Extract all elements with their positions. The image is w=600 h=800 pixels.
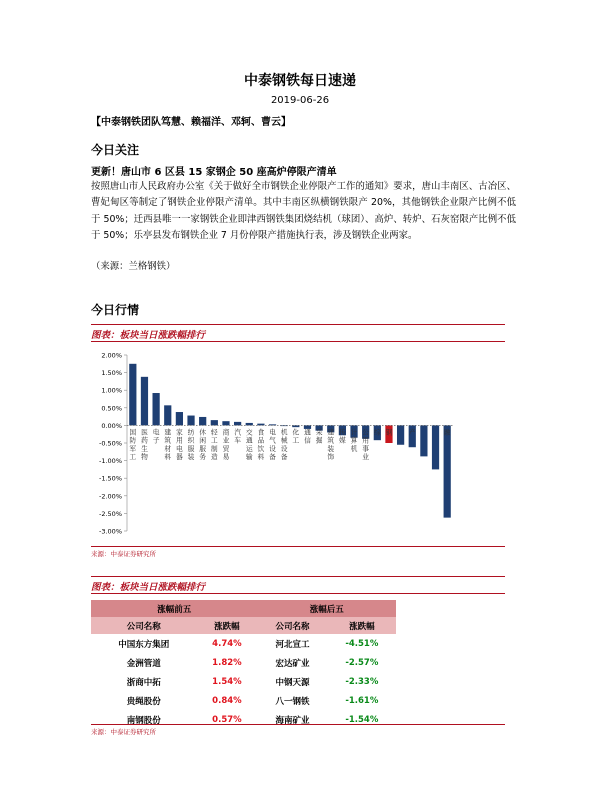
bar-银行 — [420, 425, 427, 456]
figure-rule-top — [91, 324, 505, 325]
gainer-name: 南钢股份 — [126, 715, 161, 726]
bar-非银金融 — [444, 425, 451, 517]
figure1-source: 来源：中泰证券研究所 — [91, 550, 156, 558]
news-source: （来源：兰格钢铁） — [91, 261, 176, 272]
y-tick-label: -2.00% — [99, 492, 122, 501]
category-label: 食品饮料 — [257, 428, 265, 461]
focus-heading: 今日关注 — [91, 143, 140, 157]
loser-change: -4.51% — [345, 638, 379, 649]
y-tick-label: -2.50% — [99, 509, 122, 518]
bar-汽车 — [234, 422, 241, 426]
bar-商业贸易 — [222, 421, 229, 425]
news-title: 更新！唐山市 6 区县 15 家钢企 50 座高炉停限产清单 — [91, 167, 337, 178]
table-row — [91, 691, 396, 710]
news-body: 按照唐山市人民政府办公室《关于做好全市钢铁企业停限产工作的通知》要求，唐山丰南区、古冶区、曹妃甸区等制定了钢铁企业停限产清单。其中丰南区纵横钢铁限产 20%，其他钢铁企业限产比例不低于 50%；迁西县唯一一家钢铁企业即津西钢铁集团烧结机（球团）、高炉、转炉、石灰窑限产比例不低于 50%；乐亭县发布钢铁企业 7 月份停限产措施执行表，涉及钢铁企业两家。 — [91, 181, 516, 242]
table-row — [91, 672, 396, 691]
y-tick-label: 0.00% — [101, 421, 122, 430]
y-tick-label: -0.50% — [99, 439, 122, 448]
loser-name: 河北宣工 — [275, 639, 310, 650]
col-name-header: 公司名称 — [257, 617, 327, 634]
category-label: 钢 — [385, 428, 393, 437]
category-label: 交通运输 — [245, 428, 253, 461]
bar-有色金属 — [432, 425, 439, 469]
bar-家用电器 — [176, 412, 183, 425]
col-change-header: 涨跌幅 — [328, 617, 396, 634]
sector-change-chart — [91, 345, 505, 540]
report-title: 中泰钢铁每日速递 — [244, 73, 356, 89]
figure2-source: 来源：中泰证券研究所 — [91, 728, 156, 736]
top-bottom-table — [91, 600, 396, 729]
category-label: 公用事业 — [362, 428, 370, 461]
gainer-change: 0.84% — [212, 695, 242, 706]
category-label: 化工 — [292, 428, 300, 445]
category-label: 家用电器 — [175, 428, 183, 461]
figure2-title: 图表：板块当日涨跌幅排行 — [91, 582, 206, 593]
gainer-name: 贵绳股份 — [126, 696, 161, 707]
gainer-change: 1.82% — [212, 657, 242, 668]
loser-change: -1.61% — [345, 695, 379, 706]
col-change-header: 涨跌幅 — [196, 617, 257, 634]
table-row — [91, 653, 396, 672]
category-label: 综 — [373, 428, 381, 437]
bar-电子 — [152, 393, 159, 425]
category-label: 汽车 — [234, 428, 242, 445]
table-row — [91, 634, 396, 653]
category-label: 通信 — [304, 428, 311, 445]
category-label: 国防军工 — [129, 428, 137, 461]
loser-name: 海南矿业 — [275, 715, 310, 726]
figure1-title: 图表：板块当日涨跌幅排行 — [91, 330, 206, 341]
category-label: 医药生物 — [141, 428, 148, 461]
loser-name: 宏达矿业 — [275, 658, 310, 669]
bar-建筑材料 — [164, 405, 171, 425]
bar-纺织服装 — [187, 416, 194, 426]
category-label: 纺织服装 — [187, 428, 195, 461]
y-tick-label: 1.00% — [101, 386, 122, 395]
y-tick-label: -3.00% — [99, 527, 122, 536]
category-label: 电子 — [152, 428, 160, 445]
gainer-name: 中国东方集团 — [118, 639, 170, 650]
bar-国防军工 — [129, 364, 136, 426]
figure-rule — [91, 724, 505, 725]
gainer-change: 0.57% — [212, 714, 242, 725]
bar-农林牧渔 — [397, 425, 404, 444]
y-tick-label: -1.50% — [99, 474, 122, 483]
bar-休闲服务 — [199, 417, 206, 425]
category-label: 产 — [408, 428, 416, 437]
category-label: 采掘 — [315, 428, 323, 445]
team-members: 【中泰钢铁团队笃慧、赖福洋、邓轲、曹云】 — [91, 117, 291, 128]
figure-rule — [91, 341, 505, 342]
category-label: 机械设备 — [280, 428, 288, 461]
loser-name: 中钢天源 — [275, 677, 310, 688]
y-tick-label: 1.50% — [101, 369, 122, 378]
market-heading: 今日行情 — [91, 303, 140, 317]
gainer-change: 1.54% — [212, 676, 242, 687]
category-label: 商业贸易 — [222, 428, 230, 461]
y-tick-label: 0.50% — [101, 404, 122, 413]
bar-交通运输 — [246, 423, 253, 425]
category-label: 建筑装饰 — [327, 428, 335, 461]
category-label: 传媒 — [338, 428, 346, 445]
figure-rule-top — [91, 576, 505, 577]
category-label: 融 — [443, 428, 451, 437]
category-label: 建筑材料 — [164, 428, 172, 461]
figure-rule — [91, 593, 505, 594]
category-label: 轻工制造 — [210, 428, 218, 461]
figure-rule — [91, 546, 505, 547]
y-tick-label: -1.00% — [99, 457, 122, 466]
col-name-header: 公司名称 — [91, 617, 196, 634]
bar-医药生物 — [141, 377, 148, 426]
category-label: 休闲服务 — [199, 428, 207, 461]
losers-group-header: 涨幅后五 — [257, 600, 396, 617]
loser-name: 八一钢铁 — [275, 696, 310, 707]
loser-change: -2.33% — [345, 676, 379, 687]
gainer-change: 4.74% — [212, 638, 242, 649]
category-label: 电气设备 — [269, 428, 276, 461]
gainer-name: 浙商中拓 — [126, 677, 161, 688]
report-date: 2019-06-26 — [270, 95, 330, 106]
gainers-group-header: 涨幅前五 — [91, 600, 257, 617]
gainer-name: 金洲管道 — [126, 658, 161, 669]
bar-轻工制造 — [211, 420, 218, 425]
loser-change: -2.57% — [345, 657, 379, 668]
y-tick-label: 2.00% — [101, 351, 122, 360]
loser-change: -1.54% — [345, 714, 379, 725]
category-label: 计算机 — [350, 428, 358, 453]
